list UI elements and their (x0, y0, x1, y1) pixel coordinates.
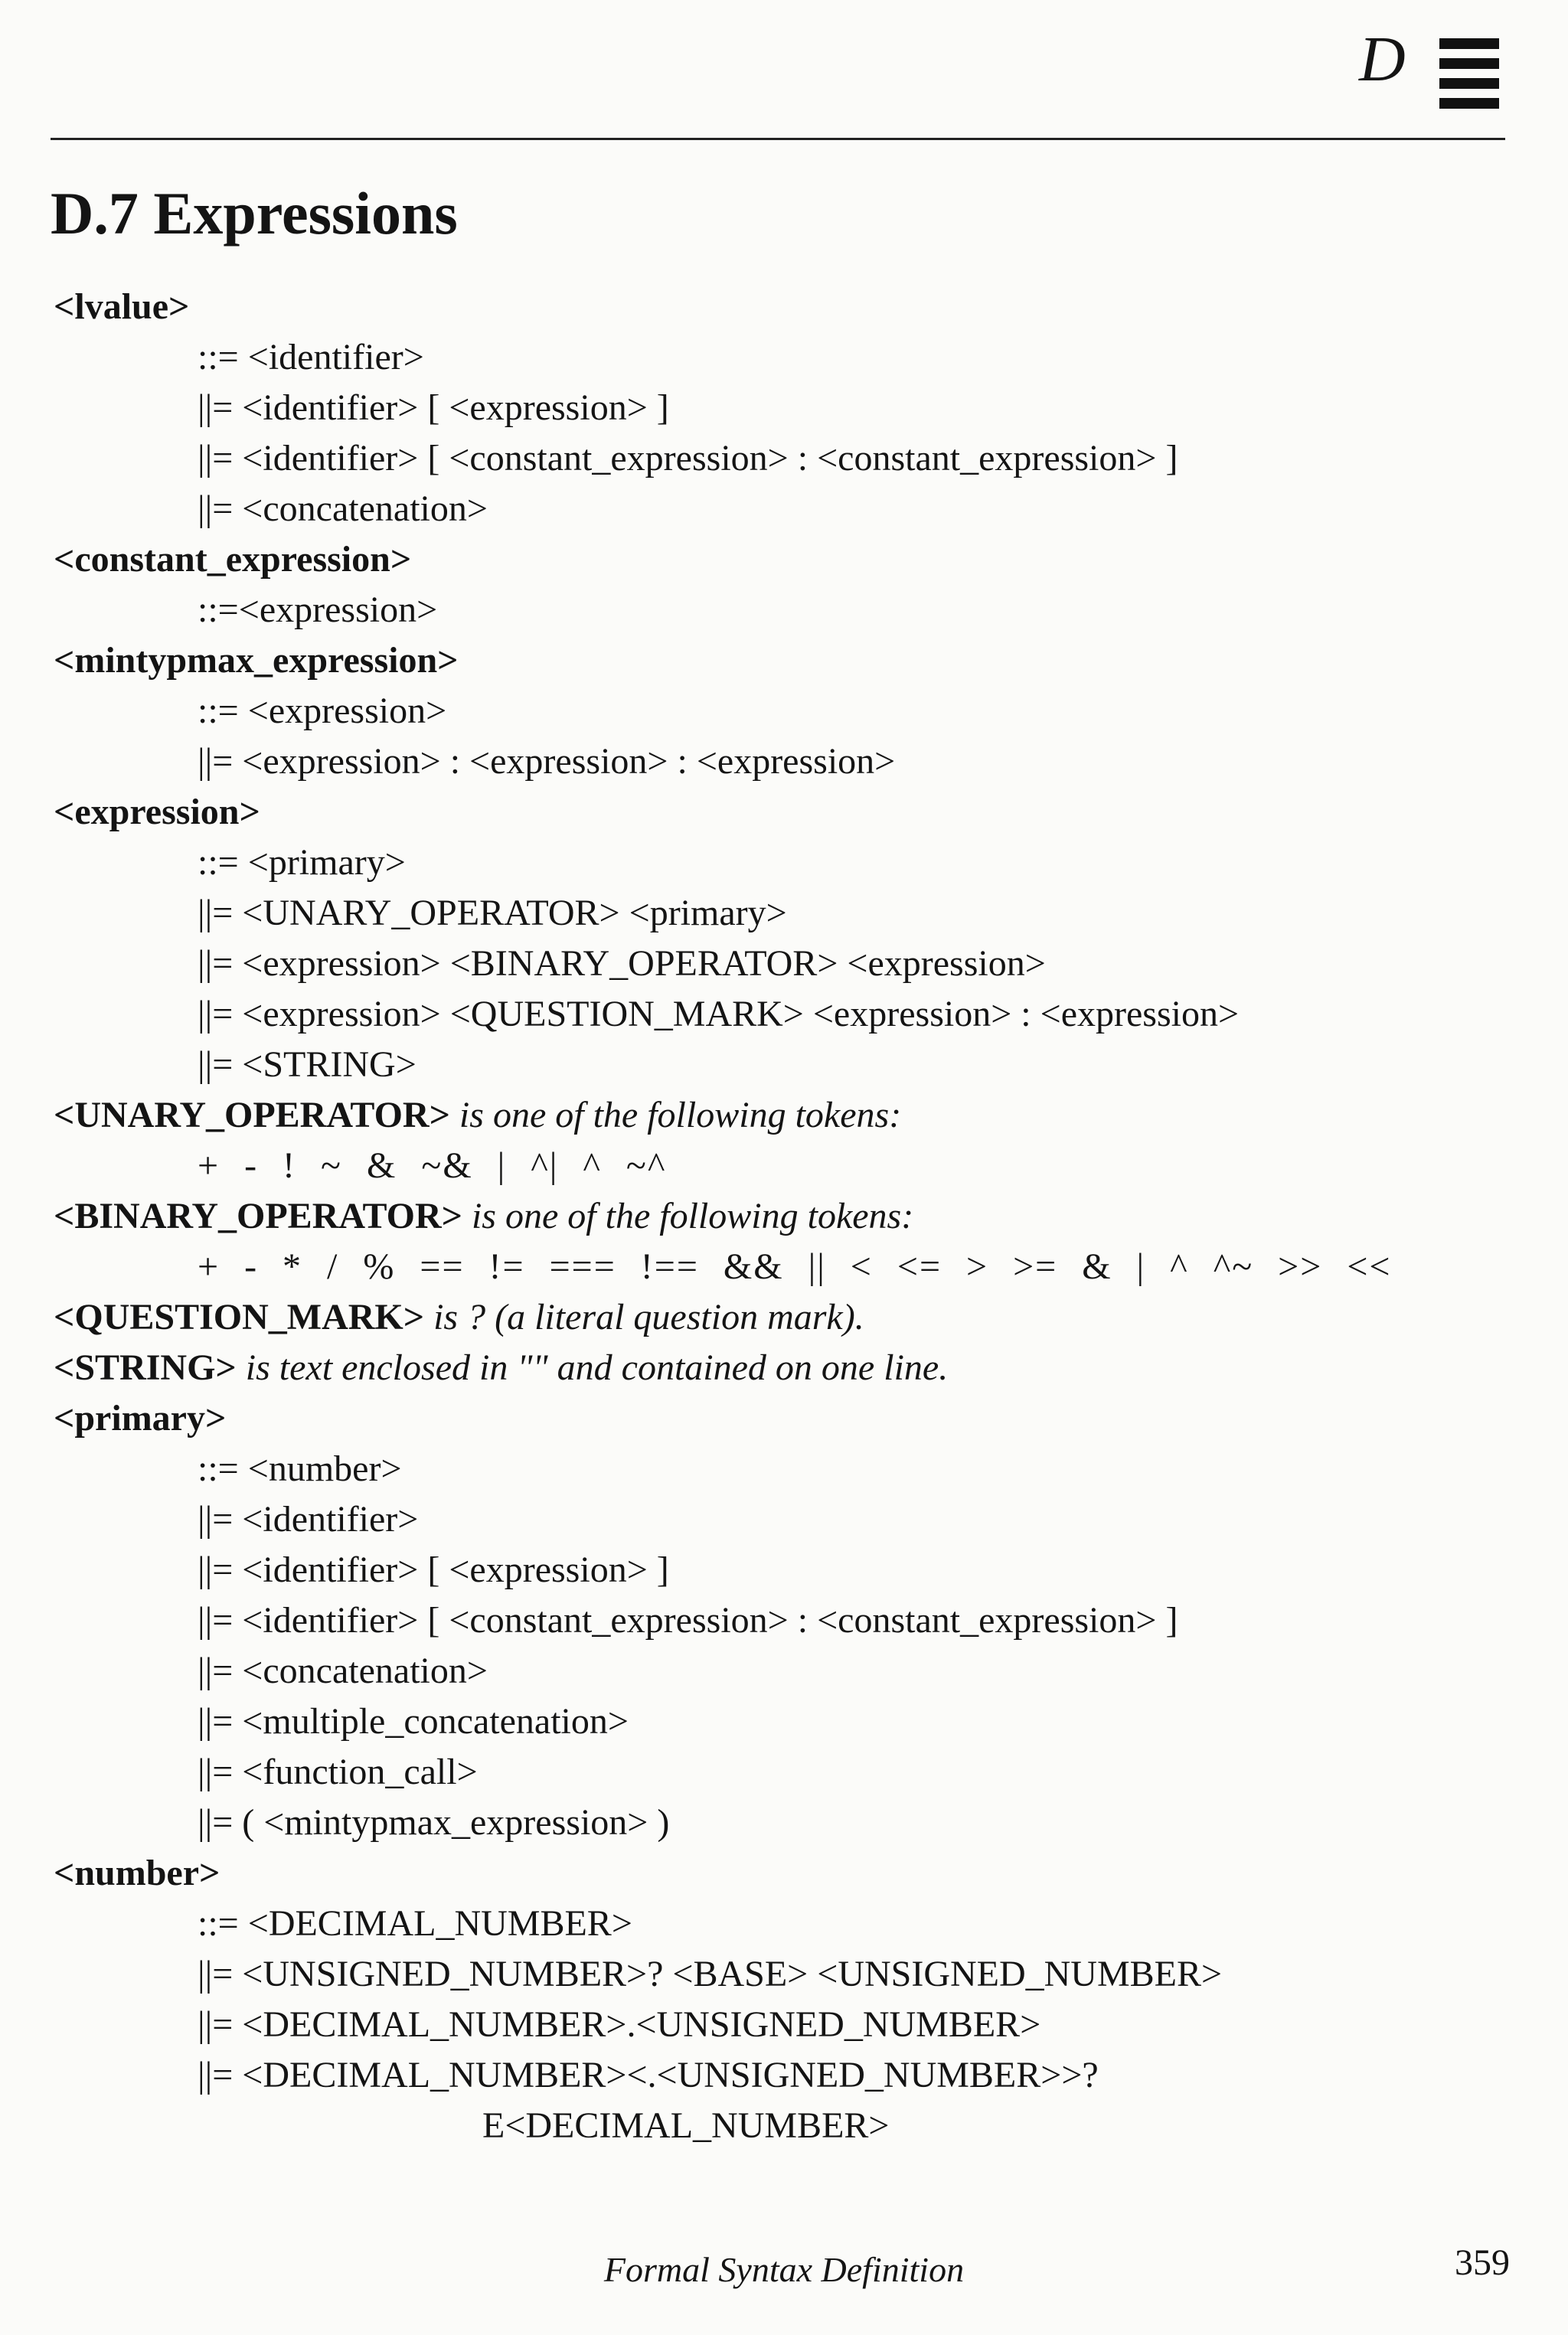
nonterminal-name: <lvalue> (54, 286, 190, 327)
production-line: ||= <DECIMAL_NUMBER>.<UNSIGNED_NUMBER> (198, 2004, 1041, 2045)
production-line: ||= <expression> <BINARY_OPERATOR> <expression> (198, 943, 1046, 984)
nonterminal-name: <BINARY_OPERATOR> (54, 1196, 462, 1236)
rule-description: is one of the following tokens: (449, 1095, 902, 1135)
token-list: + - ! ~ & ~& | ^| ^ ~^ (198, 1145, 667, 1186)
rule-heading (54, 1393, 1432, 1444)
token-list: + - * / % == != === !== && || < <= > >= & | ^ ^~ >> << (198, 1246, 1392, 1287)
production-line: ::=<expression> (198, 589, 438, 630)
production-line: ::= <identifier> (198, 337, 424, 377)
production-line: ::= <DECIMAL_NUMBER> (198, 1903, 632, 1944)
nonterminal-name: <constant_expression> (54, 539, 412, 580)
production-line: ||= <DECIMAL_NUMBER><.<UNSIGNED_NUMBER>>? (198, 2055, 1099, 2095)
rule-heading (54, 282, 1432, 332)
nonterminal-name: <number> (54, 1853, 220, 1893)
grammar-listing (54, 282, 1432, 2151)
rule-description: is text enclosed in "" and contained on one line. (236, 1347, 949, 1388)
production-line: ||= <identifier> [ <constant_expression> : <constant_expression> ] (198, 438, 1178, 478)
production-line: ||= <UNARY_OPERATOR> <primary> (198, 893, 787, 933)
production-line: ||= <STRING> (198, 1044, 416, 1085)
production-line: ||= <identifier> (198, 1499, 419, 1540)
production-line: ||= <function_call> (198, 1752, 478, 1792)
production-line: ||= ( <mintypmax_expression> ) (198, 1802, 670, 1843)
production-line: ::= <primary> (198, 842, 406, 883)
rule-heading (54, 1191, 1432, 1242)
nonterminal-name: <QUESTION_MARK> (54, 1297, 425, 1337)
rule-heading (54, 1090, 1432, 1141)
production-line: ||= <identifier> [ <expression> ] (198, 387, 669, 428)
nonterminal-name: <STRING> (54, 1347, 237, 1388)
rule-description: is one of the following tokens: (462, 1196, 914, 1236)
rule-heading (54, 787, 1432, 838)
rule-heading (54, 635, 1432, 686)
production-line: ||= <expression> : <expression> : <expression> (198, 741, 896, 782)
rule-heading (54, 534, 1432, 585)
production-line: ||= <multiple_concatenation> (198, 1701, 629, 1742)
page-number: 359 (1455, 2242, 1510, 2283)
rule-description: is ? (a literal question mark). (424, 1297, 864, 1337)
nonterminal-name: <primary> (54, 1398, 227, 1439)
footer-title: Formal Syntax Definition (603, 2250, 965, 2289)
production-line: ::= <number> (198, 1448, 402, 1489)
production-line: E<DECIMAL_NUMBER> (482, 2105, 890, 2146)
production-line: ||= <concatenation> (198, 488, 488, 529)
production-line: ||= <UNSIGNED_NUMBER>? <BASE> <UNSIGNED_NUMBER> (198, 1954, 1223, 1994)
section-title: D.7 Expressions (51, 180, 458, 247)
rule-heading (54, 1292, 1432, 1343)
production-line: ||= <concatenation> (198, 1651, 488, 1691)
chapter-letter: D (1359, 24, 1406, 95)
header-rule (51, 138, 1505, 140)
production-line: ::= <expression> (198, 691, 447, 731)
chapter-tab-marker (1439, 38, 1499, 118)
rule-heading (54, 1848, 1432, 1899)
nonterminal-name: <mintypmax_expression> (54, 640, 459, 681)
production-line: ||= <expression> <QUESTION_MARK> <expression> : <expression> (198, 994, 1240, 1034)
nonterminal-name: <expression> (54, 792, 260, 832)
production-line: ||= <identifier> [ <constant_expression> : <constant_expression> ] (198, 1600, 1178, 1641)
rule-heading (54, 1343, 1432, 1393)
production-line: ||= <identifier> [ <expression> ] (198, 1550, 669, 1590)
nonterminal-name: <UNARY_OPERATOR> (54, 1095, 450, 1135)
